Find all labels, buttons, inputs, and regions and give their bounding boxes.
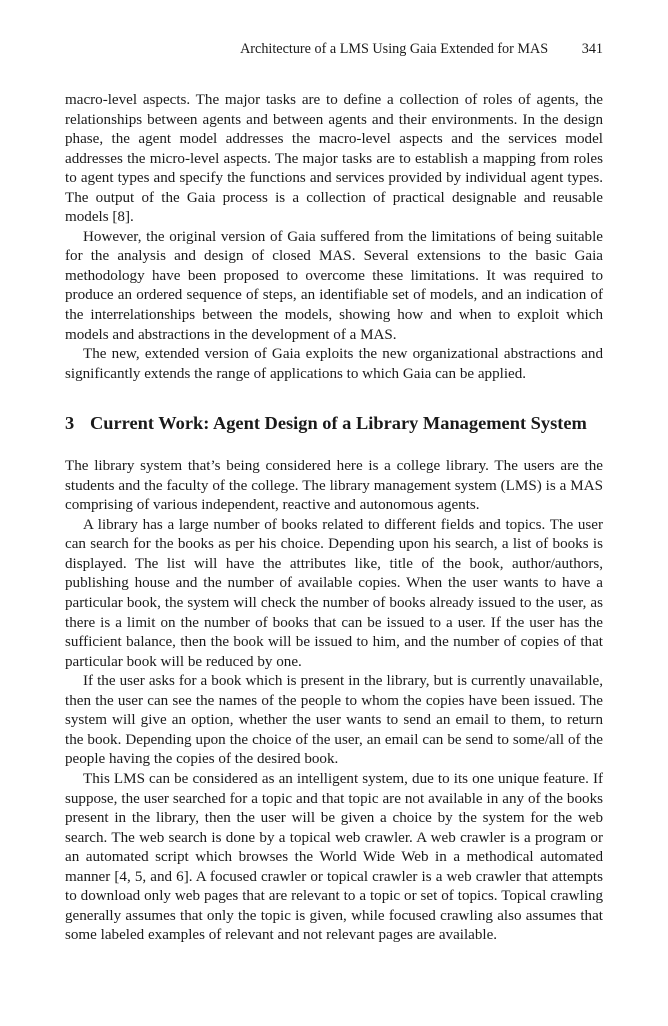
running-header	[240, 40, 603, 58]
paragraph: However, the original version of Gaia suffered from the limitations of being suitable for the analysis and design of closed MAS. Several extensions to the basic Gaia methodology have been proposed to overcome these limitations. It was required to produce an ordered sequence of steps, an identifiable set of models, and an indication of the interrelationships between the models, showing how and when to exploit which models and abstractions in the development of a MAS.	[65, 228, 603, 343]
page-number: 341	[581, 41, 603, 57]
section-title: Current Work: Agent Design of a Library Management System	[90, 413, 587, 434]
section-heading	[65, 411, 603, 435]
paragraph: A library has a large number of books related to different fields and topics. The user can search for the books as per his choice. Depending upon his search, a list of books is displayed. The list will have the attributes like, title of the book, author/authors, publishing house and the number of available copies. When the user wants to have a particular book, the system will check the number of books already issued to the user, as there is a limit on the number of books that can be issued to a user. If the user has the sufficient balance, then the book will be issued to him, and the number of copies of that particular book will be reduced by one.	[65, 516, 603, 670]
running-title: Architecture of a LMS Using Gaia Extended for MAS	[240, 41, 549, 57]
paragraph: The library system that’s being considered here is a college library. The users are the students and the faculty of the college. The library management system (LMS) is a MAS comprising of various independent, reactive and autonomous agents.	[65, 458, 603, 514]
section-number: 3	[65, 413, 75, 434]
paragraph: If the user asks for a book which is present in the library, but is currently unavailable, then the user can see the names of the people to whom the copies have been issued. The system will give an option, whether the user wants to send an email to them, to return the book. Depending upon the choice of the user, an email can be send to some/all of the people having the copies of the desired book.	[65, 673, 603, 768]
page-body	[65, 91, 603, 946]
paragraph: This LMS can be considered as an intelligent system, due to its one unique feature. If suppose, the user searched for a topic and that topic are not available in any of the books present in the library, then the user will be given a choice by the system for the web search. The web search is done by a topical web crawler. A web crawler is a program or an automated script which browses the World Wide Web in a methodical automated manner [4, 5, and 6]. A focused crawler or topical crawler is a web crawler that attempts to download only web pages that are relevant to a topic or set of topics. Topical crawling generally assumes that only the topic is given, while focused crawling also assumes that some labeled examples of relevant and not relevant pages are available.	[65, 770, 603, 944]
paragraph: The new, extended version of Gaia exploits the new organizational abstractions and significantly extends the range of applications to which Gaia can be applied.	[65, 346, 603, 382]
paragraph-continued: macro-level aspects. The major tasks are to define a collection of roles of agents, the relationships between agents and between agents and their environments. In the design phase, the agent model addresses the macro-level aspects and the services model addresses the micro-level aspects. The major tasks are to establish a mapping from roles to agent types and specify the functions and services provided by individual agent types. The output of the Gaia process is a collection of practical designable and reusable models [8].	[65, 92, 603, 226]
